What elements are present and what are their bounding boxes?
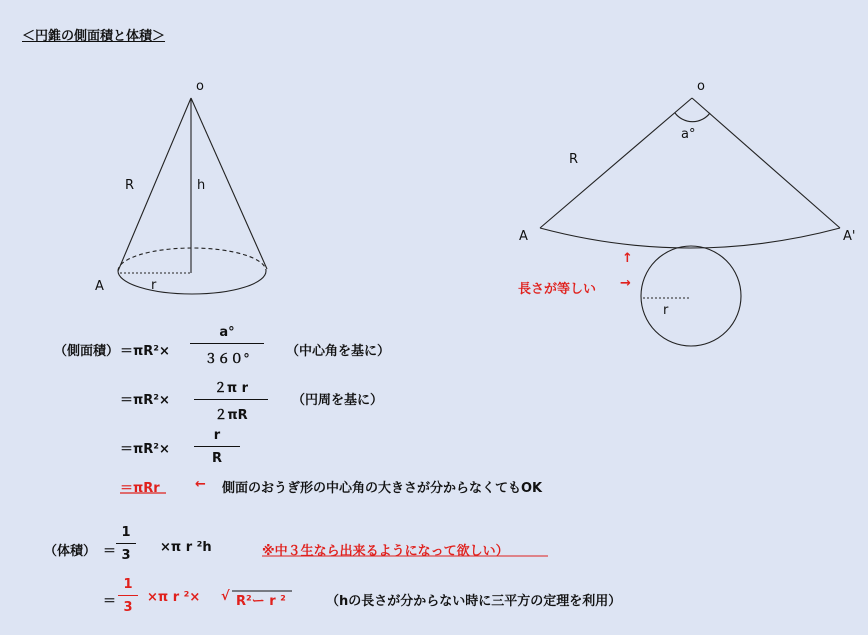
- area-label: （側面積）: [54, 344, 120, 359]
- sector-angle-arc: [675, 113, 710, 122]
- sector-left-label: A: [519, 229, 528, 244]
- base-circle: [641, 246, 741, 346]
- sector-slant-label: R: [569, 152, 579, 167]
- area-line2-fraction: [194, 377, 268, 423]
- sector-apex-label: o: [697, 79, 705, 94]
- left-arrow-icon: ←: [195, 477, 206, 492]
- equal-length-note: 長さが等しい: [518, 282, 597, 297]
- sqrt-body: R²ー r ²: [236, 594, 286, 609]
- sector-right-label: A': [843, 229, 856, 244]
- cone-height-label: h: [197, 178, 206, 193]
- area-line2-note: （円周を基に）: [292, 393, 384, 408]
- cone-slant-label: R: [125, 178, 135, 193]
- volume-line1-expr: ×π r ²h: [160, 540, 212, 555]
- volume-line1-note: ※中３生なら出来るようになって欲しい）: [262, 544, 509, 559]
- volume-line1-eq: ＝: [103, 544, 117, 559]
- volume-line2-note: （hの長さが分からない時に三平方の定理を利用）: [326, 594, 622, 609]
- area-line3-denominator: R: [211, 451, 222, 466]
- sector-right-edge: [692, 98, 840, 228]
- page-title: ＜円錐の側面積と体積＞: [22, 29, 166, 44]
- volume-line1-fraction: [116, 525, 136, 563]
- area-line3-fraction: [194, 428, 240, 466]
- volume-line2-eq: ＝: [103, 594, 117, 609]
- sector-arc: [540, 228, 840, 248]
- area-line1-expr: ＝πR²×: [120, 344, 170, 359]
- volume-label: （体積）: [44, 544, 97, 559]
- cone-apex-label: o: [196, 79, 204, 94]
- volume-line1-denominator: 3: [121, 548, 131, 563]
- area-line1-denominator: ３６０°: [204, 352, 250, 367]
- area-line2-numerator: ２π r: [213, 381, 249, 396]
- circle-radius-label: r: [663, 303, 669, 318]
- volume-line2-numerator: 1: [123, 577, 133, 592]
- volume-line1-numerator: 1: [121, 525, 131, 540]
- area-line2-denominator: ２πR: [214, 408, 248, 423]
- sqrt-icon: √: [221, 589, 230, 604]
- cone-base-front: [118, 271, 266, 294]
- cone-base-back: [118, 248, 266, 271]
- cone-radius-label: r: [151, 278, 157, 293]
- area-line1-numerator: a°: [219, 325, 235, 340]
- area-line3-numerator: r: [213, 428, 221, 443]
- sector-left-edge: [540, 98, 692, 228]
- sector-angle-label: a°: [681, 127, 696, 142]
- area-line1-note: （中心角を基に）: [286, 344, 391, 359]
- cone-point-label: A: [95, 279, 104, 294]
- volume-line2-expr: ×π r ²×: [147, 590, 201, 605]
- area-result: ＝πRr: [120, 481, 160, 496]
- area-result-note: 側面のおうぎ形の中心角の大きさが分からなくてもOK: [222, 481, 543, 496]
- cone-figure: [118, 98, 267, 294]
- up-arrow-icon: ↑: [622, 251, 633, 266]
- area-line1-fraction: [190, 325, 264, 367]
- area-line3-expr: ＝πR²×: [120, 442, 170, 457]
- right-arrow-icon: →: [620, 276, 631, 291]
- area-line2-expr: ＝πR²×: [120, 393, 170, 408]
- volume-line2-denominator: 3: [123, 600, 133, 615]
- volume-line2-fraction: [118, 577, 138, 615]
